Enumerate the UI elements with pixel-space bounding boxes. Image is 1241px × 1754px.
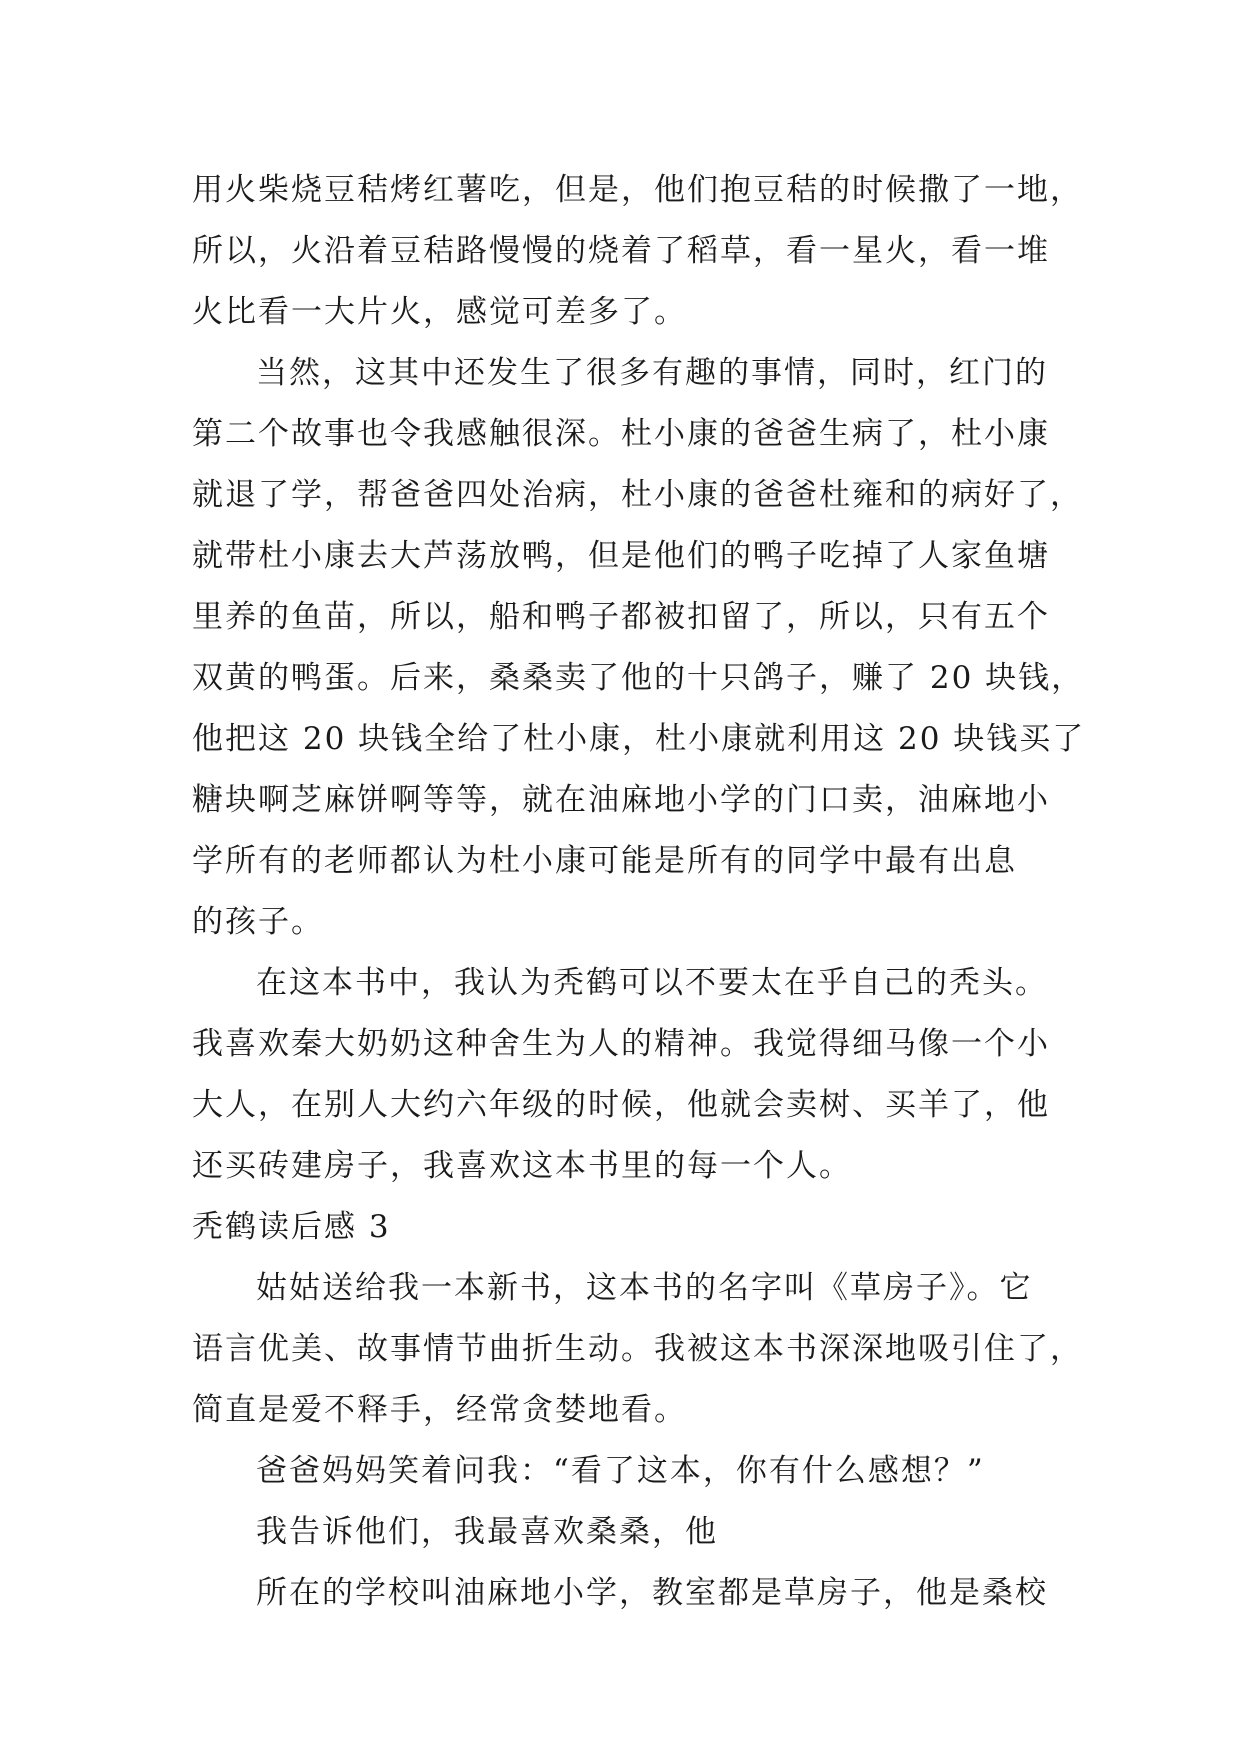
paragraph-start-line: 所在的学校叫油麻地小学，教室都是草房子，他是桑校 — [256, 1575, 1048, 1611]
text-line: 第二个故事也令我感触很深。杜小康的爸爸生病了，杜小康 — [192, 416, 1050, 452]
paragraph-start-line: 我告诉他们，我最喜欢桑桑，他 — [256, 1514, 718, 1550]
paragraph-start-line: 爸爸妈妈笑着问我：“看了这本，你有什么感想？” — [256, 1453, 985, 1489]
paragraph-start-line: 当然，这其中还发生了很多有趣的事情，同时，红门的 — [256, 355, 1048, 391]
text-line: 用火柴烧豆秸烤红薯吃，但是，他们抱豆秸的时候撒了一地， — [192, 172, 1083, 208]
text-line: 里养的鱼苗，所以，船和鸭子都被扣留了，所以，只有五个 — [192, 599, 1050, 635]
text-line: 大人，在别人大约六年级的时候，他就会卖树、买羊了，他 — [192, 1087, 1050, 1123]
text-line: 学所有的老师都认为杜小康可能是所有的同学中最有出息 — [192, 843, 1017, 879]
paragraph-start-line: 姑姑送给我一本新书，这本书的名字叫《草房子》。它 — [256, 1270, 1033, 1306]
text-line: 就退了学，帮爸爸四处治病，杜小康的爸爸杜雍和的病好了， — [192, 477, 1083, 513]
text-line: 糖块啊芝麻饼啊等等，就在油麻地小学的门口卖，油麻地小 — [192, 782, 1050, 818]
text-line: 火比看一大片火，感觉可差多了。 — [192, 294, 687, 330]
paragraph-start-line: 在这本书中，我认为秃鹤可以不要太在乎自己的秃头。 — [256, 965, 1048, 1001]
text-line: 我喜欢秦大奶奶这种舍生为人的精神。我觉得细马像一个小 — [192, 1026, 1050, 1062]
text-line: 简直是爱不释手，经常贪婪地看。 — [192, 1392, 687, 1428]
section-heading: 秃鹤读后感 3 — [192, 1209, 391, 1245]
text-line: 所以，火沿着豆秸路慢慢的烧着了稻草，看一星火，看一堆 — [192, 233, 1050, 269]
text-line: 的孩子。 — [192, 904, 324, 940]
text-line: 他把这 20 块钱全给了杜小康，杜小康就利用这 20 块钱买了 — [192, 721, 1086, 757]
text-line: 还买砖建房子，我喜欢这本书里的每一个人。 — [192, 1148, 852, 1184]
text-line: 就带杜小康去大芦荡放鸭，但是他们的鸭子吃掉了人家鱼塘 — [192, 538, 1050, 574]
document-body — [192, 160, 1086, 1624]
text-line: 双黄的鸭蛋。后来，桑桑卖了他的十只鸽子，赚了 20 块钱， — [192, 660, 1085, 696]
text-line: 语言优美、故事情节曲折生动。我被这本书深深地吸引住了， — [192, 1331, 1083, 1367]
